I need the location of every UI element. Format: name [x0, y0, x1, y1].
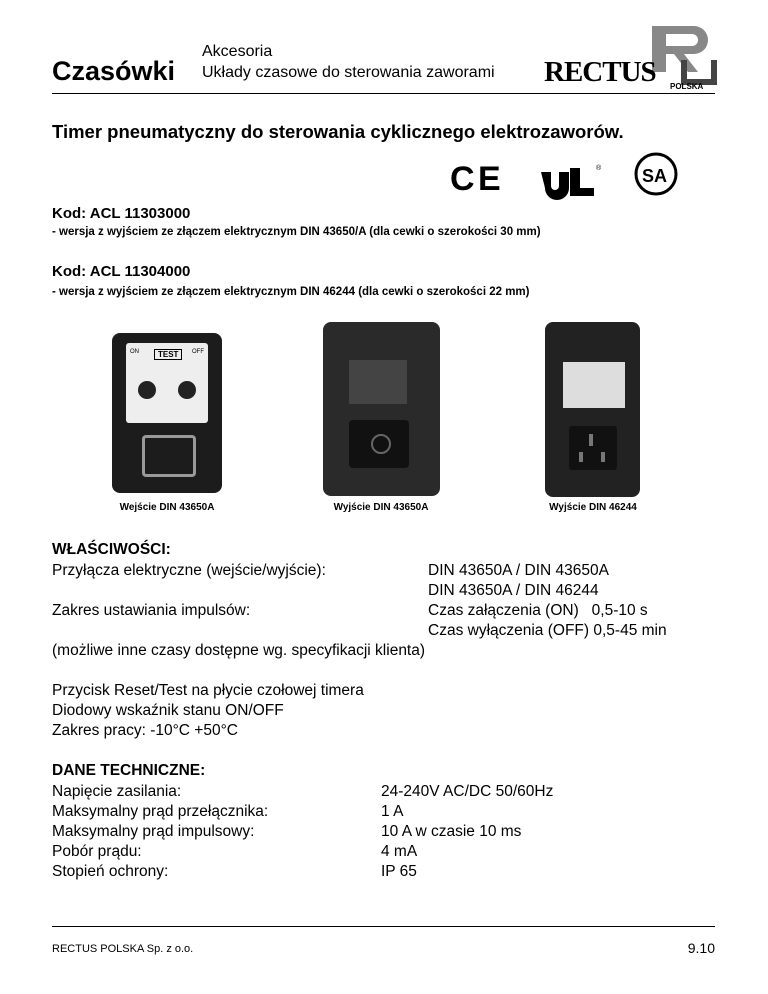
test-button: TEST	[154, 349, 182, 360]
svg-text:E: E	[478, 160, 501, 198]
feature-item-1: Przycisk Reset/Test na płycie czołowej timera	[52, 682, 364, 699]
rectus-logo	[544, 22, 719, 94]
footer-divider	[52, 926, 715, 927]
connector-pins-icon	[142, 435, 196, 477]
product-label-sticker	[349, 360, 407, 404]
svg-text:C: C	[450, 160, 475, 198]
page-title: Timer pneumatyczny do sterowania cyklicznego elektrozaworów.	[52, 121, 624, 142]
property-value-off-time: Czas wyłączenia (OFF) 0,5-45 min	[428, 622, 667, 639]
property-note: (możliwe inne czasy dostępne wg. specyfikacji klienta)	[52, 642, 426, 659]
tech-label-protection: Stopień ochrony:	[52, 863, 169, 880]
ul-mark-icon	[541, 164, 602, 200]
section-category: Czasówki	[52, 56, 176, 86]
product-desc-1: - wersja z wyjściem ze złączem elektrycznym DIN 43650/A (dla cewki o szerokości 30 mm)	[52, 226, 541, 238]
feature-item-2: Diodowy wskaźnik stanu ON/OFF	[52, 702, 284, 719]
svg-text:®: ®	[596, 165, 602, 172]
product-label-sticker	[563, 362, 625, 408]
product-code-2: Kod: ACL 11304000	[52, 263, 191, 280]
properties-heading: WŁAŚCIWOŚCI:	[52, 541, 171, 558]
property-value-connections-1: DIN 43650A / DIN 43650A	[428, 562, 609, 579]
on-led-label: ON	[130, 349, 139, 355]
product-code-1: Kod: ACL 11303000	[52, 205, 191, 222]
socket-icon	[349, 420, 409, 468]
off-led-label: OFF	[192, 349, 204, 355]
tech-label-consumption: Pobór prądu:	[52, 843, 142, 860]
csa-mark-icon	[636, 154, 676, 194]
socket-icon	[569, 426, 617, 470]
tech-value-switch-current: 1 A	[381, 803, 404, 820]
tech-value-voltage: 24-240V AC/DC 50/60Hz	[381, 783, 554, 800]
page-number: 9.10	[687, 940, 715, 956]
photo-input-din43650a	[112, 333, 222, 493]
header-subtitle-1: Akcesoria	[202, 43, 273, 60]
tech-value-protection: IP 65	[381, 863, 417, 880]
photo-output-din43650a	[323, 322, 440, 496]
tech-label-pulse-current: Maksymalny prąd impulsowy:	[52, 823, 255, 840]
property-value-on-time: Czas załączenia (ON) 0,5-10 s	[428, 602, 648, 619]
property-label-connections: Przyłącza elektryczne (wejście/wyjście):	[52, 562, 326, 579]
svg-text:SA: SA	[642, 166, 668, 186]
certification-marks	[446, 150, 686, 200]
product-desc-2: - wersja z wyjściem ze złączem elektrycznym DIN 46244 (dla cewki o szerokości 22 mm)	[52, 286, 530, 298]
header-divider	[52, 93, 715, 94]
logo-subtext: POLSKA	[670, 82, 704, 91]
feature-item-3: Zakres pracy: -10°C +50°C	[52, 722, 238, 739]
photo-caption-3: Wyjście DIN 46244	[549, 502, 637, 513]
tech-value-consumption: 4 mA	[381, 843, 418, 860]
on-knob-icon	[138, 381, 156, 399]
photo-output-din46244	[545, 322, 640, 497]
property-value-connections-2: DIN 43650A / DIN 46244	[428, 582, 599, 599]
header-subtitle-2: Układy czasowe do sterowania zaworami	[202, 64, 495, 81]
off-knob-icon	[178, 381, 196, 399]
photo-caption-2: Wyjście DIN 43650A	[333, 502, 429, 513]
footer-company: RECTUS POLSKA Sp. z o.o.	[52, 943, 194, 955]
photo-caption-1: Wejście DIN 43650A	[119, 502, 215, 513]
ce-mark-icon	[446, 150, 686, 200]
logo-text: RECTUS	[544, 56, 656, 88]
tech-value-pulse-current: 10 A w czasie 10 ms	[381, 823, 522, 840]
tech-label-switch-current: Maksymalny prąd przełącznika:	[52, 803, 269, 820]
property-label-pulse-range: Zakres ustawiania impulsów:	[52, 602, 251, 619]
tech-label-voltage: Napięcie zasilania:	[52, 783, 182, 800]
technical-heading: DANE TECHNICZNE:	[52, 762, 206, 779]
timer-front-panel	[126, 343, 208, 423]
